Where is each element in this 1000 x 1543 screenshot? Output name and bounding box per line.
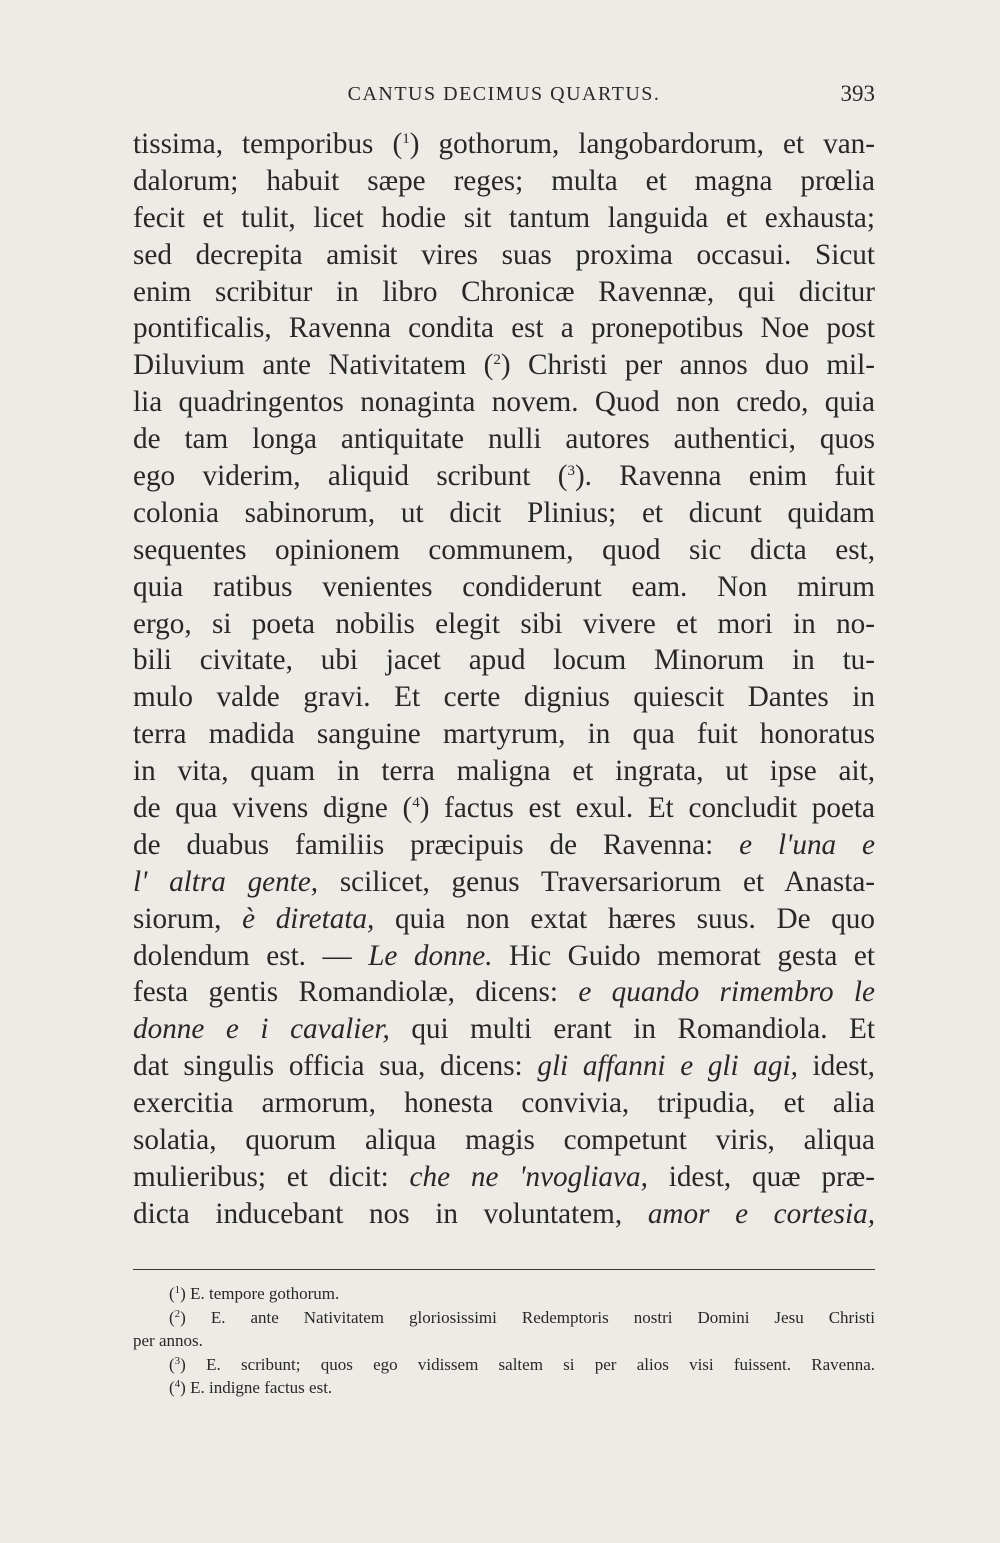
italic-text: che ne 'nvogliava, — [409, 1160, 648, 1193]
italic-text: amor e cortesia, — [647, 1197, 875, 1230]
italic-text: è diretata, — [242, 902, 375, 935]
text-line — [133, 421, 875, 458]
text-run: quia non extat hæres suus. De quo — [374, 902, 875, 935]
body-text — [133, 126, 875, 1233]
text-run: enim scribitur in libro Chronicæ Ravennæ, qui dicitur — [133, 275, 875, 308]
text-line — [133, 310, 875, 347]
text-run: ( — [169, 1284, 175, 1303]
text-line — [133, 1196, 875, 1233]
text-line — [133, 384, 875, 421]
text-run: solatia, quorum aliqua magis competunt viris, aliqua — [133, 1124, 875, 1157]
footnotes — [133, 1282, 875, 1400]
text-line — [133, 1085, 875, 1122]
footnote-ref: 1 — [402, 131, 410, 147]
footnote-ref: 3 — [567, 463, 575, 480]
footnote-line — [133, 1306, 875, 1330]
text-run: ). Ravenna enim fuit — [574, 460, 875, 493]
footnote-line — [133, 1376, 875, 1400]
italic-text: gli affanni e gli agi, — [537, 1050, 798, 1083]
text-run: idest, — [797, 1050, 875, 1083]
text-run: pontificalis, Ravenna condita est a pronepotibus Noe post — [133, 312, 875, 345]
footnote-line — [133, 1353, 875, 1377]
text-run: lia quadringentos nonaginta novem. Quod non credo, quia — [133, 386, 875, 419]
text-line — [133, 347, 875, 384]
italic-text: l' altra gente, — [133, 865, 319, 898]
text-run: ( — [169, 1354, 175, 1374]
text-line — [133, 1048, 875, 1085]
text-line — [133, 495, 875, 532]
text-run: ) E. scribunt; quos ego vidissem saltem si per alios visi fuissent. Ravenna. — [180, 1354, 875, 1374]
text-line — [133, 974, 875, 1011]
footnote-ref: 4 — [412, 795, 420, 812]
text-line — [133, 200, 875, 237]
text-run: Hic Guido memorat gesta et — [492, 939, 875, 972]
text-run: de duabus familiis præcipuis de Ravenna: — [133, 828, 740, 861]
text-run: mulieribus; et dicit: — [133, 1160, 410, 1193]
text-run: sed decrepita amisit vires suas proxima occasui. Sicut — [133, 238, 875, 271]
text-run: de qua vivens digne ( — [133, 792, 413, 825]
text-run: festa gentis Romandiolæ, dicens: — [133, 976, 579, 1009]
footnote-ref: 3 — [174, 1354, 181, 1367]
text-line — [133, 864, 875, 901]
text-line — [133, 532, 875, 569]
text-line — [133, 938, 875, 975]
text-run: dat singulis officia sua, dicens: — [133, 1050, 538, 1083]
text-line — [133, 716, 875, 753]
text-line — [133, 163, 875, 200]
text-line — [133, 1011, 875, 1048]
footnote-line — [133, 1282, 875, 1306]
text-run: bili civitate, ubi jacet apud locum Minorum in tu- — [133, 644, 875, 677]
text-run: terra madida sanguine martyrum, in qua fuit honoratus — [133, 718, 875, 751]
text-run: scilicet, genus Traversariorum et Anasta- — [318, 865, 875, 898]
italic-text: e l'una e — [739, 828, 875, 861]
text-line — [133, 642, 875, 679]
text-run: tissima, temporibus ( — [133, 128, 403, 160]
text-run: ) gothorum, langobardorum, et van- — [409, 128, 875, 160]
text-run: ) E. tempore gothorum. — [180, 1284, 340, 1303]
text-line — [133, 679, 875, 716]
text-run: ) E. indigne factus est. — [180, 1378, 333, 1397]
text-line — [133, 901, 875, 938]
text-line — [133, 827, 875, 864]
text-run: fecit et tulit, licet hodie sit tantum languida et exhausta; — [133, 201, 875, 234]
text-run: dolendum est. — — [133, 939, 369, 972]
text-line — [133, 126, 875, 163]
footnote-ref: 1 — [174, 1284, 181, 1296]
page-header — [133, 78, 875, 110]
text-line — [133, 790, 875, 827]
text-run: ) Christi per annos duo mil- — [500, 349, 875, 382]
text-run: mulo valde gravi. Et certe dignius quiescit Dantes in — [133, 681, 875, 714]
footnote-rule — [133, 1269, 875, 1270]
footnote-line — [133, 1329, 875, 1353]
text-run: quia ratibus venientes condiderunt eam. Non mirum — [133, 570, 875, 603]
text-run: de tam longa antiquitate nulli autores authentici, quos — [133, 423, 875, 456]
text-run: exercitia armorum, honesta convivia, tripudia, et alia — [133, 1087, 875, 1120]
text-run: idest, quæ præ- — [647, 1160, 875, 1193]
footnote-ref: 2 — [493, 352, 501, 369]
text-line — [133, 274, 875, 311]
text-run: sequentes opinionem communem, quod sic dicta est, — [133, 533, 875, 566]
text-run: in vita, quam in terra maligna et ingrata, ut ipse ait, — [133, 755, 875, 788]
footnote-ref: 4 — [174, 1378, 181, 1390]
text-run: dalorum; habuit sæpe reges; multa et magna prœlia — [133, 164, 875, 197]
text-run: ( — [169, 1378, 175, 1397]
text-run: colonia sabinorum, ut dicit Plinius; et dicunt quidam — [133, 496, 875, 529]
footnote-ref: 2 — [174, 1307, 181, 1320]
text-run: ) factus est exul. Et concludit poeta — [419, 792, 875, 825]
text-line — [133, 458, 875, 495]
text-line — [133, 237, 875, 274]
text-run: ergo, si poeta nobilis elegit sibi vivere et mori in no- — [133, 607, 875, 640]
text-run: dicta inducebant nos in voluntatem, — [133, 1197, 648, 1230]
page-number: 393 — [840, 81, 875, 106]
text-line — [133, 1122, 875, 1159]
text-run: ( — [169, 1307, 175, 1327]
text-line — [133, 569, 875, 606]
text-run: Diluvium ante Nativitatem ( — [133, 349, 494, 382]
italic-text: Le donne. — [368, 939, 493, 972]
text-line — [133, 606, 875, 643]
text-run: qui multi erant in Romandiola. Et — [389, 1013, 875, 1046]
text-line — [133, 1159, 875, 1196]
text-run: per annos. — [133, 1331, 203, 1350]
italic-text: e quando rimembro le — [578, 976, 875, 1009]
running-title: CANTUS DECIMUS QUARTUS. — [347, 83, 661, 105]
text-run: ) E. ante Nativitatem gloriosissimi Redemptoris nostri Domini Jesu Christi — [180, 1307, 875, 1327]
text-run: siorum, — [133, 902, 243, 935]
text-run: ego viderim, aliquid scribunt ( — [133, 460, 568, 493]
text-line — [133, 753, 875, 790]
italic-text: donne e i cavalier, — [133, 1013, 390, 1046]
